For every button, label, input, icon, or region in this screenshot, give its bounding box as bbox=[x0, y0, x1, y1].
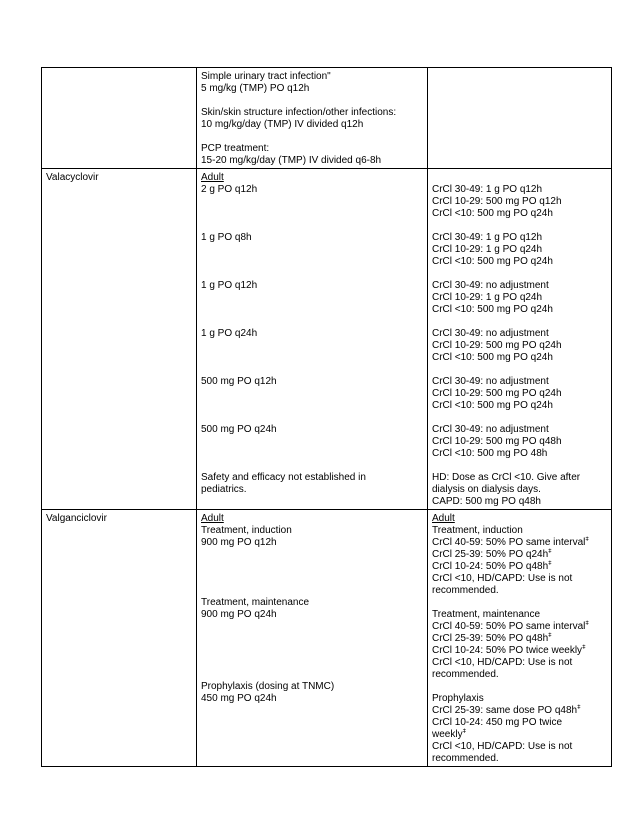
adjustment-line: CrCl 40-59: 50% PO same interval$^ǂ$ bbox=[432, 537, 589, 548]
adjustment-line: CrCl 10-29: 500 mg PO q48h bbox=[432, 436, 562, 447]
footnote-mark: ǂ bbox=[462, 729, 467, 735]
dosing-table bbox=[41, 67, 612, 767]
adjustment-line: CrCl 30-49: 1 g PO q12h bbox=[432, 184, 543, 195]
dose-line: 2 g PO q12h bbox=[201, 184, 258, 195]
dose-line: 10 mg/kg/day (TMP) IV divided q12h bbox=[201, 119, 364, 130]
adjustment-line: CrCl 25-39: 50% PO $q48h^ǂ$ bbox=[432, 633, 552, 644]
adjustment-line: CrCl <10, HD/CAPD: Use is not bbox=[432, 741, 573, 752]
dose-line: Treatment, induction bbox=[201, 525, 292, 536]
footnote-mark: ǂ bbox=[577, 705, 581, 711]
dose-line: 1 g PO q8h bbox=[201, 232, 252, 243]
adjustment-line: weekly$^ǂ$ bbox=[432, 729, 467, 740]
dosing-cell bbox=[197, 169, 428, 510]
table-row bbox=[42, 68, 612, 169]
adjustment-line: CrCl 30-49: no adjustment bbox=[432, 376, 549, 387]
dose-line: 450 mg PO q24h bbox=[201, 693, 277, 704]
adjustment-line: CrCl 10-29: 1 g PO q24h bbox=[432, 244, 543, 255]
table-row bbox=[42, 169, 612, 510]
adjustment-line: CrCl 30-49: no adjustment bbox=[432, 280, 549, 291]
footnote-mark: ǂ bbox=[548, 561, 552, 567]
adjustment-line: CrCl <10, HD/CAPD: Use is not bbox=[432, 573, 573, 584]
dose-line: Treatment, maintenance bbox=[201, 597, 310, 608]
dose-line: 1 g PO q24h bbox=[201, 328, 258, 339]
adjustment-line: dialysis on dialysis days. bbox=[432, 484, 541, 495]
renal-adjustment-cell bbox=[428, 169, 612, 510]
adjustment-line: CrCl 10-29: 1 g PO q24h bbox=[432, 292, 543, 303]
adjustment-line: CrCl 30-49: no adjustment bbox=[432, 424, 549, 435]
adjustment-line: CrCl <10: 500 mg PO 48h bbox=[432, 448, 548, 459]
adjustment-line: CrCl 10-24: 450 mg PO twice bbox=[432, 717, 563, 728]
table-row bbox=[42, 510, 612, 767]
adjustment-line: HD: Dose as CrCl <10. Give after bbox=[432, 472, 581, 483]
dose-line: Simple urinary tract infection" bbox=[201, 71, 331, 82]
adjustment-line: CrCl <10: 500 mg PO q24h bbox=[432, 256, 553, 267]
renal-adjustment-cell bbox=[428, 510, 612, 767]
adjustment-line: CrCl <10: 500 mg PO q24h bbox=[432, 352, 553, 363]
adjustment-line: CrCl 30-49: no adjustment bbox=[432, 328, 549, 339]
adjustment-line: CrCl <10: 500 mg PO q24h bbox=[432, 208, 553, 219]
section-heading: Adult bbox=[201, 172, 224, 183]
footnote-mark: ǂ bbox=[585, 621, 589, 627]
dose-line: Safety and efficacy not established in bbox=[201, 472, 366, 483]
dose-line: pediatrics. bbox=[201, 484, 247, 495]
dose-line: 900 mg PO q24h bbox=[201, 609, 277, 620]
footnote-mark: ǂ bbox=[582, 645, 586, 651]
adjustment-line: CAPD: 500 mg PO q48h bbox=[432, 496, 541, 507]
adjustment-line: recommended. bbox=[432, 669, 499, 680]
adjustment-line: CrCl <10, HD/CAPD: Use is not bbox=[432, 657, 573, 668]
section-heading: Adult bbox=[432, 513, 455, 524]
adjustment-line: CrCl 10-24: 50% PO twice weekly$^ǂ$ bbox=[432, 645, 586, 656]
dose-line: 15-20 mg/kg/day (TMP) IV divided q6-8h bbox=[201, 155, 382, 166]
adjustment-line: recommended. bbox=[432, 753, 499, 764]
adjustment-line: CrCl 25-39: 50% PO $q24h^ǂ$ bbox=[432, 549, 552, 560]
dose-line: Prophylaxis (dosing at TNMC) bbox=[201, 681, 335, 692]
footnote-mark: ǂ bbox=[585, 537, 589, 543]
adjustment-line: Treatment, maintenance bbox=[432, 609, 541, 620]
drug-name-cell bbox=[42, 510, 197, 767]
drug-name-cell bbox=[42, 169, 197, 510]
adjustment-line: CrCl 10-29: 500 mg PO q12h bbox=[432, 196, 562, 207]
drug-name: Valganciclovir bbox=[46, 513, 107, 524]
dose-line: 900 mg PO q12h bbox=[201, 537, 277, 548]
section-heading: Adult bbox=[201, 513, 224, 524]
adjustment-line: CrCl <10: 500 mg PO q24h bbox=[432, 304, 553, 315]
dose-line: 500 mg PO q12h bbox=[201, 376, 277, 387]
dosing-cell bbox=[197, 510, 428, 767]
adjustment-line: CrCl 10-24: 50% PO $q48h^ǂ$ bbox=[432, 561, 552, 572]
adjustment-line: CrCl 10-29: 500 mg PO q24h bbox=[432, 388, 562, 399]
dose-line: Skin/skin structure infection/other infections: bbox=[201, 107, 397, 118]
dose-line: PCP treatment: bbox=[201, 143, 270, 154]
adjustment-line: CrCl <10: 500 mg PO q24h bbox=[432, 400, 553, 411]
dose-line: 500 mg PO q24h bbox=[201, 424, 277, 435]
adjustment-line: CrCl 10-29: 500 mg PO q24h bbox=[432, 340, 562, 351]
footnote-mark: ǂ bbox=[548, 633, 552, 639]
dose-line: 5 mg/kg (TMP) PO q12h bbox=[201, 83, 310, 94]
dose-line: 1 g PO q12h bbox=[201, 280, 258, 291]
drug-name-cell bbox=[42, 68, 197, 169]
adjustment-line: CrCl 40-59: 50% PO same interval$^ǂ$ bbox=[432, 621, 589, 632]
adjustment-line: CrCl 30-49: 1 g PO q12h bbox=[432, 232, 543, 243]
dosing-cell bbox=[197, 68, 428, 169]
renal-adjustment-cell bbox=[428, 68, 612, 169]
adjustment-line: Treatment, induction bbox=[432, 525, 523, 536]
adjustment-line: CrCl 25-39: same dose PO $q48h^ǂ$ bbox=[432, 705, 581, 716]
footnote-mark: ǂ bbox=[548, 549, 552, 555]
adjustment-line: recommended. bbox=[432, 585, 499, 596]
adjustment-line: Prophylaxis bbox=[432, 693, 484, 704]
drug-name: Valacyclovir bbox=[46, 172, 99, 183]
